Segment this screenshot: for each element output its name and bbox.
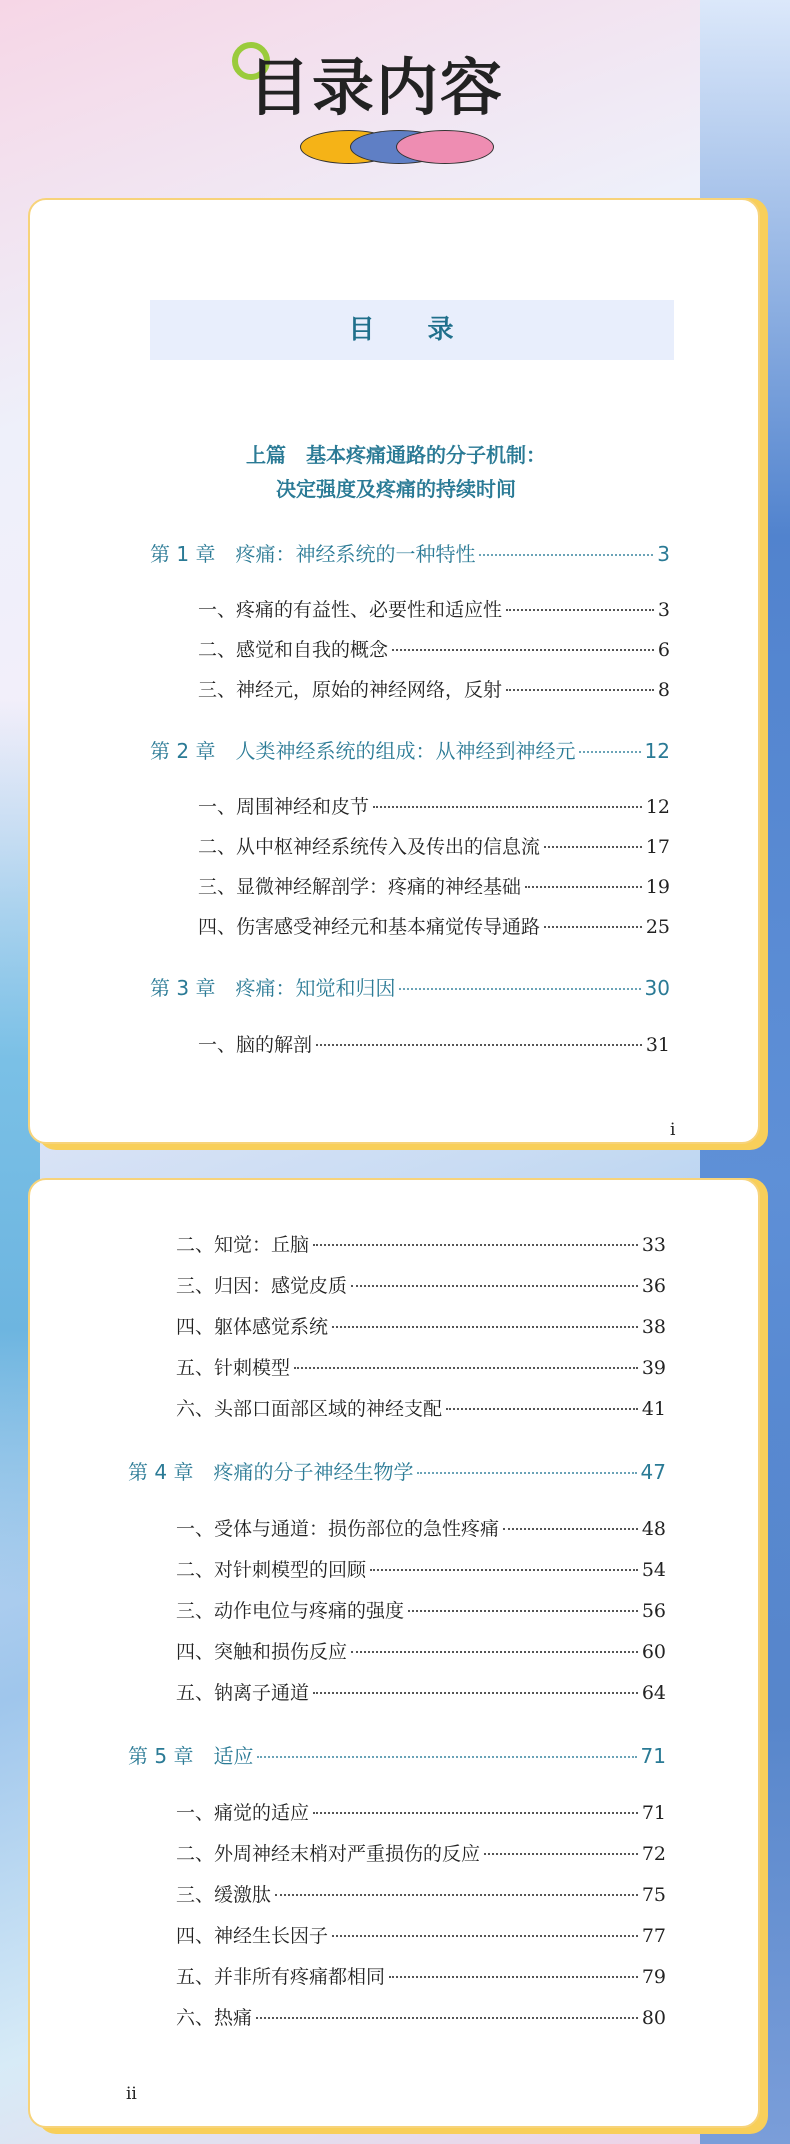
entry-page-number: 64 bbox=[641, 1682, 666, 1704]
entry-page-number: 19 bbox=[645, 876, 670, 898]
toc-section-entry[interactable] bbox=[176, 1555, 666, 1582]
page-number: i bbox=[670, 1120, 676, 1140]
toc-section-entry[interactable] bbox=[176, 1921, 666, 1948]
entry-label: 第 3 章 疼痛：知觉和归因 bbox=[150, 976, 396, 1000]
leader-dots bbox=[257, 1756, 636, 1758]
entry-label: 六、热痛 bbox=[176, 2007, 253, 2029]
entry-page-number: 6 bbox=[657, 639, 670, 661]
entry-page-number: 60 bbox=[641, 1641, 666, 1663]
leader-dots bbox=[579, 751, 640, 753]
leader-dots bbox=[544, 926, 642, 928]
entry-page-number: 75 bbox=[641, 1884, 666, 1906]
entry-page-number: 72 bbox=[641, 1843, 666, 1865]
leader-dots bbox=[313, 1692, 638, 1694]
entry-page-number: 77 bbox=[641, 1925, 666, 1947]
entry-label: 二、感觉和自我的概念 bbox=[198, 639, 389, 661]
entry-label: 六、头部口面部区域的神经支配 bbox=[176, 1398, 443, 1420]
entry-label: 二、从中枢神经系统传入及传出的信息流 bbox=[198, 836, 541, 858]
entry-label: 四、神经生长因子 bbox=[176, 1925, 329, 1947]
leader-dots bbox=[506, 689, 654, 691]
entry-label: 三、缓激肽 bbox=[176, 1884, 272, 1906]
leader-dots bbox=[392, 649, 654, 651]
leader-dots bbox=[399, 988, 640, 990]
toc-section-entry[interactable] bbox=[176, 1962, 666, 1989]
toc-chapter-entry[interactable] bbox=[128, 1456, 666, 1485]
entry-label: 一、疼痛的有益性、必要性和适应性 bbox=[198, 599, 503, 621]
toc-section-entry[interactable] bbox=[198, 912, 670, 939]
leader-dots bbox=[484, 1853, 638, 1855]
toc-chapter-entry[interactable] bbox=[128, 1740, 666, 1769]
toc-title-box: 目 录 bbox=[150, 300, 674, 360]
entry-label: 一、受体与通道：损伤部位的急性疼痛 bbox=[176, 1518, 500, 1540]
entry-label: 三、神经元，原始的神经网络，反射 bbox=[198, 679, 503, 701]
entry-label: 二、外周神经末梢对严重损伤的反应 bbox=[176, 1843, 481, 1865]
toc-section-entry[interactable] bbox=[176, 1230, 666, 1257]
toc-section-entry[interactable] bbox=[176, 1514, 666, 1541]
entry-label: 一、周围神经和皮节 bbox=[198, 796, 370, 818]
entry-label: 四、躯体感觉系统 bbox=[176, 1316, 329, 1338]
entry-label: 二、知觉：丘脑 bbox=[176, 1234, 310, 1256]
toc-section-entry[interactable] bbox=[176, 1637, 666, 1664]
entry-page-number: 17 bbox=[645, 836, 670, 858]
leader-dots bbox=[351, 1285, 638, 1287]
leader-dots bbox=[275, 1894, 638, 1896]
entry-label: 五、针刺模型 bbox=[176, 1357, 291, 1379]
leader-dots bbox=[389, 1976, 638, 1978]
entry-label: 三、动作电位与疼痛的强度 bbox=[176, 1600, 405, 1622]
entry-page-number: 12 bbox=[645, 796, 670, 818]
entry-label: 一、痛觉的适应 bbox=[176, 1802, 310, 1824]
leader-dots bbox=[316, 1044, 642, 1046]
entry-label: 第 2 章 人类神经系统的组成：从神经到神经元 bbox=[150, 739, 576, 763]
toc-section-entry[interactable] bbox=[176, 1596, 666, 1623]
toc-section-entry[interactable] bbox=[198, 635, 670, 662]
entry-page-number: 39 bbox=[641, 1357, 666, 1379]
entry-page-number: 71 bbox=[640, 1744, 666, 1768]
toc-section-entry[interactable] bbox=[176, 1880, 666, 1907]
toc-chapter-entry[interactable] bbox=[150, 735, 670, 764]
leader-dots bbox=[503, 1528, 638, 1530]
entry-label: 三、归因：感觉皮质 bbox=[176, 1275, 348, 1297]
entry-label: 一、脑的解剖 bbox=[198, 1034, 313, 1056]
toc-section-entry[interactable] bbox=[176, 1798, 666, 1825]
leader-dots bbox=[370, 1569, 638, 1571]
entry-page-number: 3 bbox=[657, 542, 670, 566]
entry-page-number: 30 bbox=[644, 976, 670, 1000]
ovals-decoration bbox=[300, 130, 500, 166]
entry-label: 二、对针刺模型的回顾 bbox=[176, 1559, 367, 1581]
leader-dots bbox=[373, 806, 642, 808]
leader-dots bbox=[544, 846, 642, 848]
toc-section-entry[interactable] bbox=[198, 595, 670, 622]
leader-dots bbox=[446, 1408, 638, 1410]
entry-label: 四、突触和损伤反应 bbox=[176, 1641, 348, 1663]
header-title: 目录内容 bbox=[248, 51, 505, 124]
toc-section-entry[interactable] bbox=[176, 1353, 666, 1380]
entry-page-number: 47 bbox=[640, 1460, 666, 1484]
toc-section-entry[interactable] bbox=[198, 1030, 670, 1057]
entry-page-number: 31 bbox=[645, 1034, 670, 1056]
leader-dots bbox=[417, 1472, 636, 1474]
toc-section-entry[interactable] bbox=[198, 872, 670, 899]
toc-section-entry[interactable] bbox=[198, 675, 670, 702]
toc-section-entry[interactable] bbox=[198, 792, 670, 819]
toc-chapter-entry[interactable] bbox=[150, 972, 670, 1001]
leader-dots bbox=[294, 1367, 638, 1369]
entry-page-number: 36 bbox=[641, 1275, 666, 1297]
toc-page-1 bbox=[28, 198, 760, 1144]
entry-page-number: 41 bbox=[641, 1398, 666, 1420]
page-number: ii bbox=[126, 2084, 137, 2104]
toc-section-entry[interactable] bbox=[198, 832, 670, 859]
header bbox=[0, 20, 790, 170]
entry-label: 三、显微神经解剖学：疼痛的神经基础 bbox=[198, 876, 522, 898]
leader-dots bbox=[332, 1935, 638, 1937]
leader-dots bbox=[351, 1651, 638, 1653]
entry-page-number: 56 bbox=[641, 1600, 666, 1622]
pink-oval-icon bbox=[396, 130, 494, 164]
entry-page-number: 38 bbox=[641, 1316, 666, 1338]
toc-section-entry[interactable] bbox=[176, 1678, 666, 1705]
leader-dots bbox=[506, 609, 654, 611]
toc-section-entry[interactable] bbox=[176, 2003, 666, 2030]
entry-page-number: 8 bbox=[657, 679, 670, 701]
leader-dots bbox=[408, 1610, 638, 1612]
leader-dots bbox=[332, 1326, 638, 1328]
entry-label: 五、钠离子通道 bbox=[176, 1682, 310, 1704]
part-title-line2: 决定强度及疼痛的持续时间 bbox=[276, 477, 516, 501]
toc-chapter-entry[interactable] bbox=[150, 538, 670, 567]
entry-page-number: 80 bbox=[641, 2007, 666, 2029]
entry-page-number: 33 bbox=[641, 1234, 666, 1256]
entry-label: 五、并非所有疼痛都相同 bbox=[176, 1966, 386, 1988]
entry-label: 第 1 章 疼痛：神经系统的一种特性 bbox=[150, 542, 476, 566]
leader-dots bbox=[313, 1812, 638, 1814]
entry-page-number: 3 bbox=[657, 599, 670, 621]
entry-label: 第 4 章 疼痛的分子神经生物学 bbox=[128, 1460, 414, 1484]
leader-dots bbox=[256, 2017, 638, 2019]
entry-label: 四、伤害感受神经元和基本痛觉传导通路 bbox=[198, 916, 541, 938]
entry-label: 第 5 章 适应 bbox=[128, 1744, 254, 1768]
toc-section-entry[interactable] bbox=[176, 1271, 666, 1298]
card bbox=[28, 1178, 760, 2128]
leader-dots bbox=[313, 1244, 638, 1246]
entry-page-number: 12 bbox=[644, 739, 670, 763]
leader-dots bbox=[525, 886, 642, 888]
entry-page-number: 79 bbox=[641, 1966, 666, 1988]
entry-page-number: 54 bbox=[641, 1559, 666, 1581]
card bbox=[28, 198, 760, 1144]
toc-section-entry[interactable] bbox=[176, 1394, 666, 1421]
toc-section-entry[interactable] bbox=[176, 1312, 666, 1339]
toc-section-entry[interactable] bbox=[176, 1839, 666, 1866]
entry-page-number: 48 bbox=[641, 1518, 666, 1540]
leader-dots bbox=[479, 554, 653, 556]
part-title-line1: 上篇 基本疼痛通路的分子机制： bbox=[246, 443, 546, 467]
toc-page-2 bbox=[28, 1178, 760, 2128]
entry-page-number: 71 bbox=[641, 1802, 666, 1824]
entry-page-number: 25 bbox=[645, 916, 670, 938]
